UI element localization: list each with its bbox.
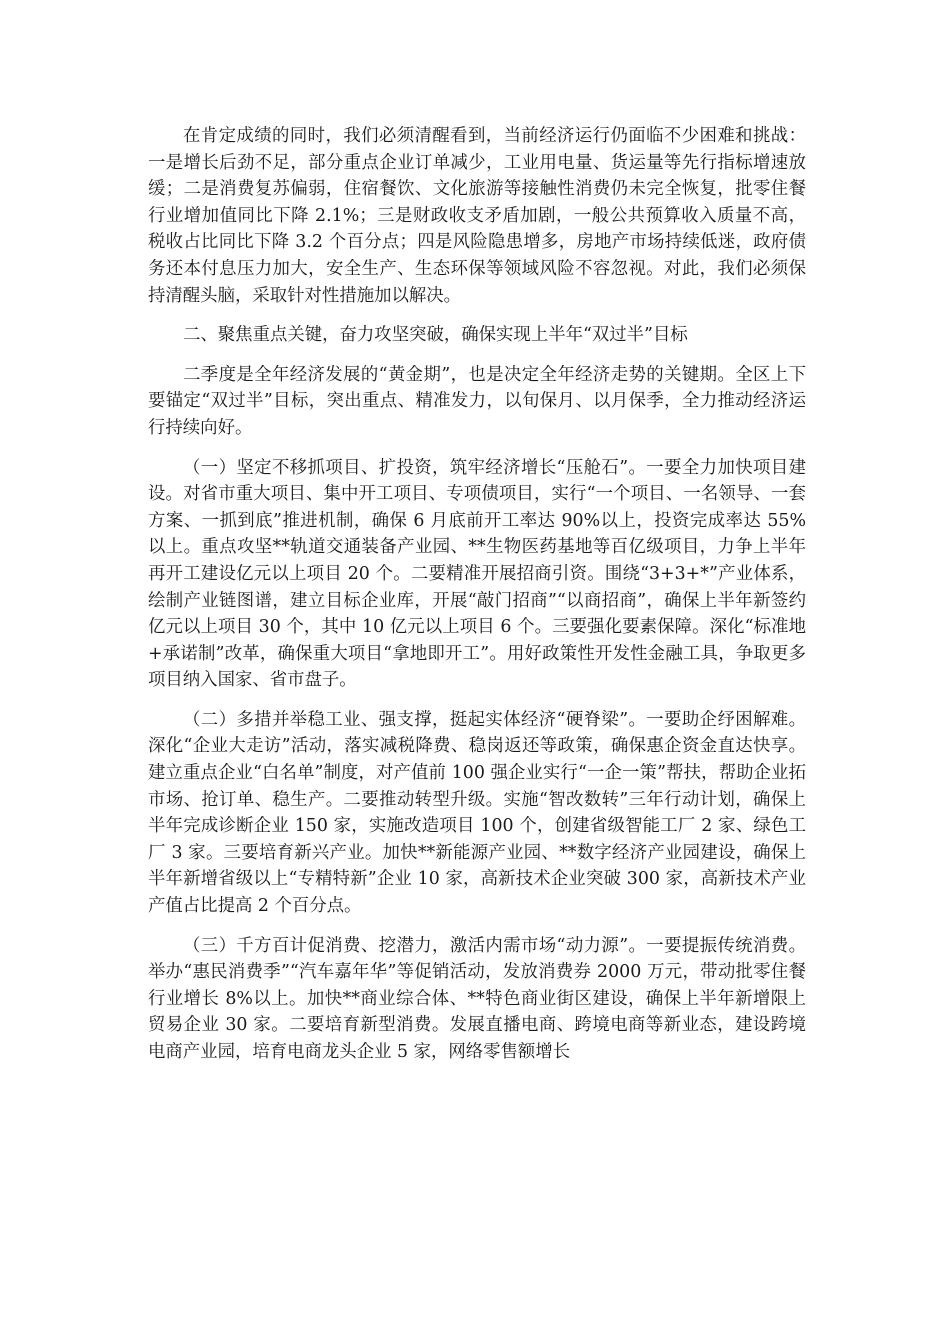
paragraph-consumption: （三）千方百计促消费、挖潜力，激活内需市场“动力源”。一要提振传统消费。举办“惠民消费季”“汽车嘉年华”等促销活动，发放消费券 2000 万元，带动批零住餐行业增长 8%以上。加快**商业综合体、**特色商业街区建设，确保上半年新增限上贸易企业 30 家。二要培育新型消费。发展直播电商、跨境电商等新业态，建设跨境电商产业园，培育电商龙头企业 5 家，网络零售额增长 — [148, 935, 806, 1062]
paragraph-q2-intro: 二季度是全年经济发展的“黄金期”，也是决定全年经济走势的关键期。全区上下要锚定“双过半”目标，突出重点、精准发力，以旬保月、以月保季，全力推动经济运行持续向好。 — [148, 364, 806, 438]
paragraph-industry-support: （二）多措并举稳工业、强支撑，挺起实体经济“硬脊梁”。一要助企纾困解难。深化“企业大走访”活动，落实减税降费、稳岗返还等政策，确保惠企资金直达快享。建立重点企业“白名单”制度，对产值前 100 强企业实行“一企一策”帮扶，帮助企业拓市场、抢订单、稳生产。二要推动转型升级。实施“智改数转”三年行动计划，确保上半年完成诊断企业 150 家，实施改造项目 100 个，创建省级智能工厂 2 家、绿色工厂 3 家。三要培育新兴产业。加快**新能源产业园、**数字经济产业园建设，确保上半年新增省级以上“专精特新”企业 10 家，高新技术企业突破 300 家，高新技术产业产值占比提高 2 个百分点。 — [148, 709, 806, 917]
paragraph-difficulties: 在肯定成绩的同时，我们必须清醒看到，当前经济运行仍面临不少困难和挑战：一是增长后劲不足，部分重点企业订单减少，工业用电量、货运量等先行指标增速放缓；二是消费复苏偏弱，住宿餐饮、文化旅游等接触性消费仍未完全恢复，批零住餐行业增加值同比下降 2.1%；三是财政收支矛盾加剧，一般公共预算收入质量不高，税收占比同比下降 3.2 个百分点；四是风险隐患增多，房地产市场持续低迷，政府债务还本付息压力加大，安全生产、生态环保等领域风险不容忽视。对此，我们必须保持清醒头脑，采取针对性措施加以解决。 — [148, 126, 806, 306]
paragraph-projects-investment: （一）坚定不移抓项目、扩投资，筑牢经济增长“压舱石”。一要全力加快项目建设。对省市重大项目、集中开工项目、专项债项目，实行“一个项目、一名领导、一套方案、一抓到底”推进机制，确保 6 月底前开工率达 90%以上，投资完成率达 55%以上。重点攻坚**轨道交通装备产业园、**生物医药基地等百亿级项目，力争上半年再开工建设亿元以上项目 20 个。二要精准开展招商引资。围绕“3+3+*”产业体系，绘制产业链图谱，建立目标企业库，开展“敲门招商”“以商招商”，确保上半年新签约亿元以上项目 30 个，其中 10 亿元以上项目 6 个。三要强化要素保障。深化“标准地+承诺制”改革，确保重大项目“拿地即开工”。用好政策性开发性金融工具，争取更多项目纳入国家、省市盘子。 — [148, 457, 806, 691]
document-body — [148, 123, 806, 1079]
section-heading-2: 二、聚焦重点关键，奋力攻坚突破，确保实现上半年“双过半”目标 — [183, 325, 688, 346]
